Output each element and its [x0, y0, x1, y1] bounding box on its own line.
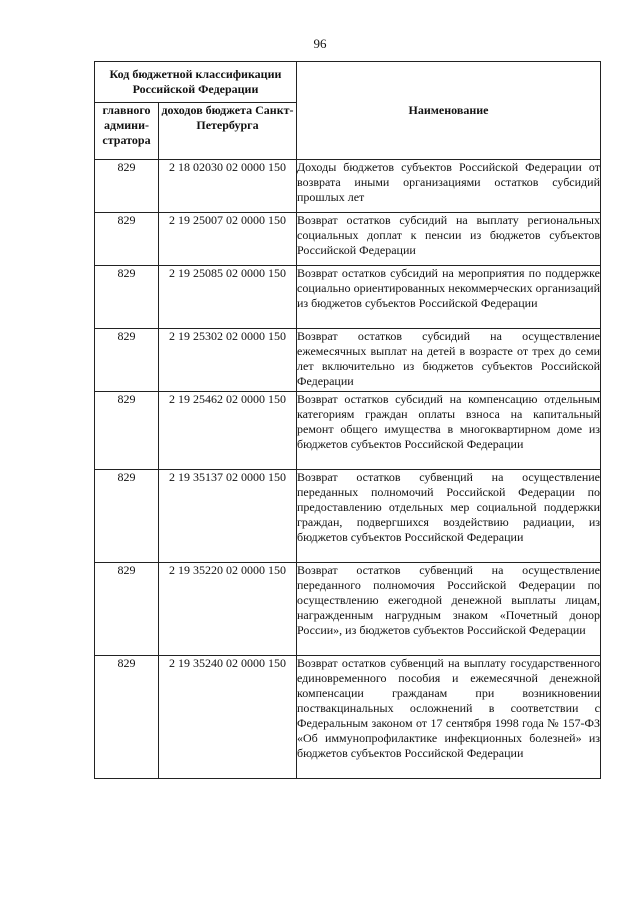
page-number: 96: [313, 36, 327, 51]
name-cell: Возврат остатков субсидий на осуществление ежемесячных выплат на детей в возрасте от трех до семи лет включительно из бюджетов субъектов Российской Федерации: [297, 329, 601, 392]
table-row: [95, 563, 601, 656]
admin-code-cell: 829: [95, 563, 159, 656]
admin-code-cell: 829: [95, 266, 159, 329]
income-code-cell: 2 18 02030 02 0000 150: [159, 160, 297, 213]
income-code-cell: 2 19 25462 02 0000 150: [159, 392, 297, 470]
name-cell: Возврат остатков субвенций на выплату государственного единовременного пособия и ежемесячной денежной компенсации гражданам при возникновении поствакцинальных осложнений в соответствии с Федеральным законом от 17 сентября 1998 года № 157-ФЗ «Об иммунопрофилактике инфекционных болезней» из бюджетов субъектов Российской Федерации: [297, 656, 601, 779]
table-row: [95, 392, 601, 470]
table-row: [95, 656, 601, 779]
name-cell: Возврат остатков субвенций на осуществление переданного полномочия Российской Федерации по осуществлению ежегодной денежной выплаты лицам, награжденным нагрудным знаком «Почетный донор России», из бюджетов субъектов Российской Федерации: [297, 563, 601, 656]
income-code-cell: 2 19 35240 02 0000 150: [159, 656, 297, 779]
name-cell: Доходы бюджетов субъектов Российской Федерации от возврата иными организациями остатков субсидий прошлых лет: [297, 160, 601, 213]
header-income-code: доходов бюджета Санкт-Петербурга: [159, 103, 297, 160]
admin-code-cell: 829: [95, 160, 159, 213]
name-cell: Возврат остатков субсидий на мероприятия по поддержке социально ориентированных некоммерческих организаций из бюджетов субъектов Российской Федерации: [297, 266, 601, 329]
income-code-cell: 2 19 35137 02 0000 150: [159, 470, 297, 563]
admin-code-cell: 829: [95, 392, 159, 470]
budget-classification-table: [94, 61, 601, 779]
income-code-cell: 2 19 25007 02 0000 150: [159, 213, 297, 266]
income-code-cell: 2 19 25302 02 0000 150: [159, 329, 297, 392]
name-cell: Возврат остатков субсидий на выплату региональных социальных доплат к пенсии из бюджетов субъектов Российской Федерации: [297, 213, 601, 266]
admin-code-cell: 829: [95, 213, 159, 266]
table-row: [95, 213, 601, 266]
income-code-cell: 2 19 35220 02 0000 150: [159, 563, 297, 656]
table-row: [95, 470, 601, 563]
admin-code-cell: 829: [95, 656, 159, 779]
table-row: [95, 329, 601, 392]
table-row: [95, 160, 601, 213]
name-cell: Возврат остатков субвенций на осуществление переданных полномочий Российской Федерации по предоставлению отдельных мер социальной поддержки граждан, подвергшихся воздействию радиации, из бюджетов субъектов Российской Федерации: [297, 470, 601, 563]
admin-code-cell: 829: [95, 470, 159, 563]
table-row: [95, 266, 601, 329]
header-budget-classification-code: Код бюджетной классификации Российской Федерации: [95, 62, 297, 103]
name-cell: Возврат остатков субсидий на компенсацию отдельным категориям граждан оплаты взноса на капитальный ремонт общего имущества в многоквартирном доме из бюджетов субъектов Российской Федерации: [297, 392, 601, 470]
header-main-administrator: главного админи-стратора: [95, 103, 159, 160]
admin-code-cell: 829: [95, 329, 159, 392]
income-code-cell: 2 19 25085 02 0000 150: [159, 266, 297, 329]
header-name: Наименование: [297, 62, 601, 160]
